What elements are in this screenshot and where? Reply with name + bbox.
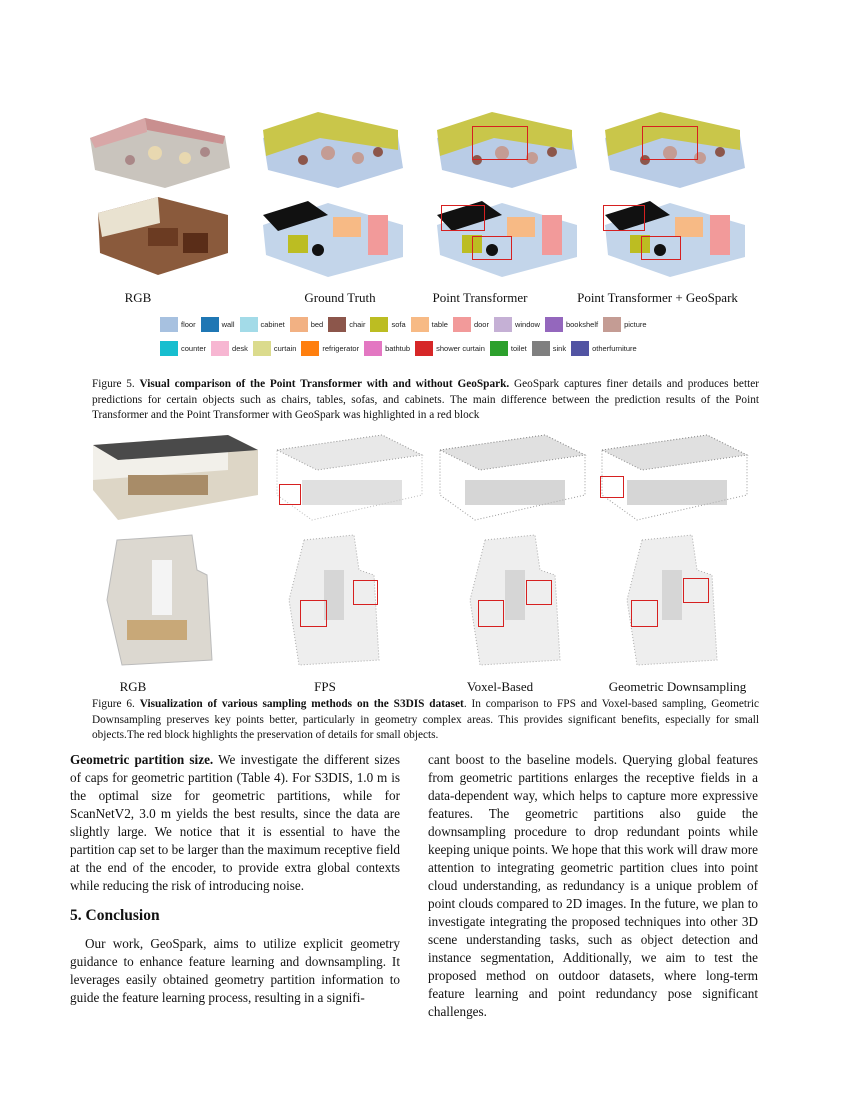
fig6-voxel-3d-room <box>435 430 587 525</box>
legend-item <box>160 341 206 356</box>
fig5-caption-prefix: Figure 5. <box>92 378 140 390</box>
fig6-red-highlight <box>279 484 301 505</box>
legend-swatch <box>211 341 229 356</box>
fig5-red-highlight <box>441 205 485 231</box>
section-title-conclusion: 5. Conclusion <box>70 907 160 924</box>
fig6-label-fps: FPS <box>314 679 336 694</box>
legend-item <box>370 317 405 332</box>
legend-item <box>301 341 359 356</box>
legend-label: chair <box>349 319 366 329</box>
fig6-label-rgb: RGB <box>119 679 147 694</box>
legend-swatch <box>490 341 508 356</box>
legend-label: door <box>473 319 489 329</box>
legend-item <box>415 341 485 356</box>
fig5-label-ground-truth: Ground Truth <box>304 290 376 305</box>
legend-item <box>603 317 647 332</box>
fig5-red-highlight <box>603 205 645 231</box>
legend-label: refrigerator <box>322 343 360 353</box>
fig6-red-highlight <box>631 600 658 627</box>
fig6-caption-bold: Visualization of various sampling methods on the S3DIS dataset <box>139 698 464 710</box>
legend-item <box>253 341 297 356</box>
fig6-red-highlight <box>300 600 327 627</box>
fig5-red-highlight <box>472 236 512 260</box>
legend-item <box>328 317 365 332</box>
conclusion-paragraph: Our work, GeoSpark, aims to utilize explicit geometry guidance to enhance feature learning and downsampling. It leverages easily obtained geometry partition information to guide the feature learning process, resulting in a signifi- <box>70 936 400 1005</box>
legend-item <box>545 317 598 332</box>
fig6-label-geometric: Geometric Downsampling <box>608 679 747 694</box>
fig6-caption-text: . In comparison to FPS and Voxel-based sampling, Geometric Downsampling preserves key points better, particularly in geometry complex areas. This provides significant benefits, especially for small objects.The red block highlights the preservation of details for small objects. <box>92 698 759 741</box>
legend-swatch <box>415 341 433 356</box>
legend-swatch <box>253 341 271 356</box>
legend-item <box>211 341 248 356</box>
fig5-gt-scene-bottom <box>258 195 408 280</box>
fig5-label-pt-geospark: Point Transformer + GeoSpark <box>577 290 738 305</box>
legend-swatch <box>571 341 589 356</box>
legend-label: picture <box>624 319 647 329</box>
fig5-label-rgb: RGB <box>124 290 152 305</box>
legend-label: bed <box>310 319 324 329</box>
legend-swatch <box>201 317 219 332</box>
fig5-red-highlight <box>642 126 698 160</box>
legend-item <box>240 317 285 332</box>
legend-swatch <box>411 317 429 332</box>
legend-label: toilet <box>510 343 527 353</box>
legend-item <box>411 317 448 332</box>
fig6-fps-3d-room <box>272 430 424 525</box>
geometric-partition-paragraph <box>70 751 400 895</box>
legend-swatch <box>240 317 258 332</box>
legend-label: bathtub <box>385 343 411 353</box>
legend-item <box>160 317 196 332</box>
legend-swatch <box>328 317 346 332</box>
fig6-red-highlight <box>353 580 378 605</box>
fig6-label-voxel: Voxel-Based <box>466 679 534 694</box>
fig5-legend-row-1 <box>160 315 652 333</box>
legend-item <box>364 341 410 356</box>
left-column <box>70 751 400 1007</box>
legend-label: floor <box>181 319 196 329</box>
legend-label: desk <box>232 343 248 353</box>
legend-label: sofa <box>391 319 406 329</box>
fig5-rgb-scene-top <box>85 108 235 190</box>
fig6-caption <box>92 697 759 744</box>
legend-swatch <box>453 317 471 332</box>
legend-label: curtain <box>273 343 297 353</box>
conclusion-continued-paragraph: cant boost to the baseline models. Querying global features from geometric partitions enlarges the receptive fields in a data-dependent way, which helps to capture more expressive features. The geometric partitions also guide the downsampling procedure to drop redundant points while keeping unique points. We hope that this work will draw more attention to integrating geometric partition clues into point cloud understanding, as redundancy is a unique problem of point clouds compared to 2D images. In the future, we plan to investigate integrating the proposed techniques into other 3D scene understanding tasks, such as object detection and instance segmentation, Additionally, we aim to test the proposed method on outdoor datasets, where long-term feature learning and point redundancy pose significant challenges. <box>428 752 758 1019</box>
legend-swatch <box>532 341 550 356</box>
fig5-caption-text: GeoSpark captures finer details and produces better predictions for certain objects such as chairs, tables, sofas, and cabinets. The main difference between the prediction results of the Point Transformer and the Point Transformer with GeoSpark was highlighted in a red block <box>92 378 760 421</box>
legend-item <box>532 341 566 356</box>
fig6-rgb-top-down <box>97 530 217 670</box>
fig5-red-highlight <box>472 126 528 160</box>
fig6-red-highlight <box>526 580 552 605</box>
fig5-rgb-scene-bottom <box>88 193 238 278</box>
legend-label: sink <box>552 343 567 353</box>
legend-item <box>453 317 489 332</box>
fig5-gt-scene-top <box>258 108 408 190</box>
legend-item <box>494 317 540 332</box>
fig6-red-highlight <box>683 578 709 603</box>
fig5-label-point-transformer: Point Transformer <box>432 290 528 305</box>
legend-swatch <box>370 317 388 332</box>
legend-item <box>490 341 527 356</box>
legend-label: table <box>431 319 448 329</box>
fig6-rgb-3d-room <box>88 430 263 525</box>
fig5-legend-row-2 <box>160 339 642 357</box>
legend-label: otherfurniture <box>592 343 637 353</box>
fig5-red-highlight <box>641 236 681 260</box>
legend-swatch <box>545 317 563 332</box>
legend-label: shower curtain <box>436 343 485 353</box>
legend-item <box>290 317 324 332</box>
legend-swatch <box>160 341 178 356</box>
right-column <box>428 751 758 1021</box>
fig5-caption <box>92 377 759 424</box>
legend-label: counter <box>181 343 207 353</box>
fig5-caption-bold: Visual comparison of the Point Transformer with and without GeoSpark. <box>139 378 510 390</box>
legend-label: cabinet <box>260 319 285 329</box>
legend-label: wall <box>221 319 235 329</box>
paragraph-heading: Geometric partition size. <box>70 752 214 767</box>
legend-swatch <box>160 317 178 332</box>
legend-swatch <box>290 317 308 332</box>
legend-swatch <box>301 341 319 356</box>
legend-item <box>571 341 637 356</box>
fig6-red-highlight <box>478 600 504 627</box>
legend-swatch <box>364 341 382 356</box>
legend-swatch <box>603 317 621 332</box>
legend-label: bookshelf <box>565 319 599 329</box>
legend-swatch <box>494 317 512 332</box>
legend-label: window <box>514 319 540 329</box>
fig6-red-highlight <box>600 476 624 498</box>
fig6-caption-prefix: Figure 6. <box>92 698 140 710</box>
paragraph-text: We investigate the different sizes of caps for geometric partition (Table 4). For S3DIS, 1.0 m is the optimal size for geometric partitions, while for ScanNetV2, 3.0 m yields the best results, since the data are slightly large. We notice that it is essential to have the partition cap set to be larger than the maximum receptive field at the end of the encoder, to provide extra global contexts while reducing the risk of introducing noise. <box>70 752 400 893</box>
legend-item <box>201 317 235 332</box>
